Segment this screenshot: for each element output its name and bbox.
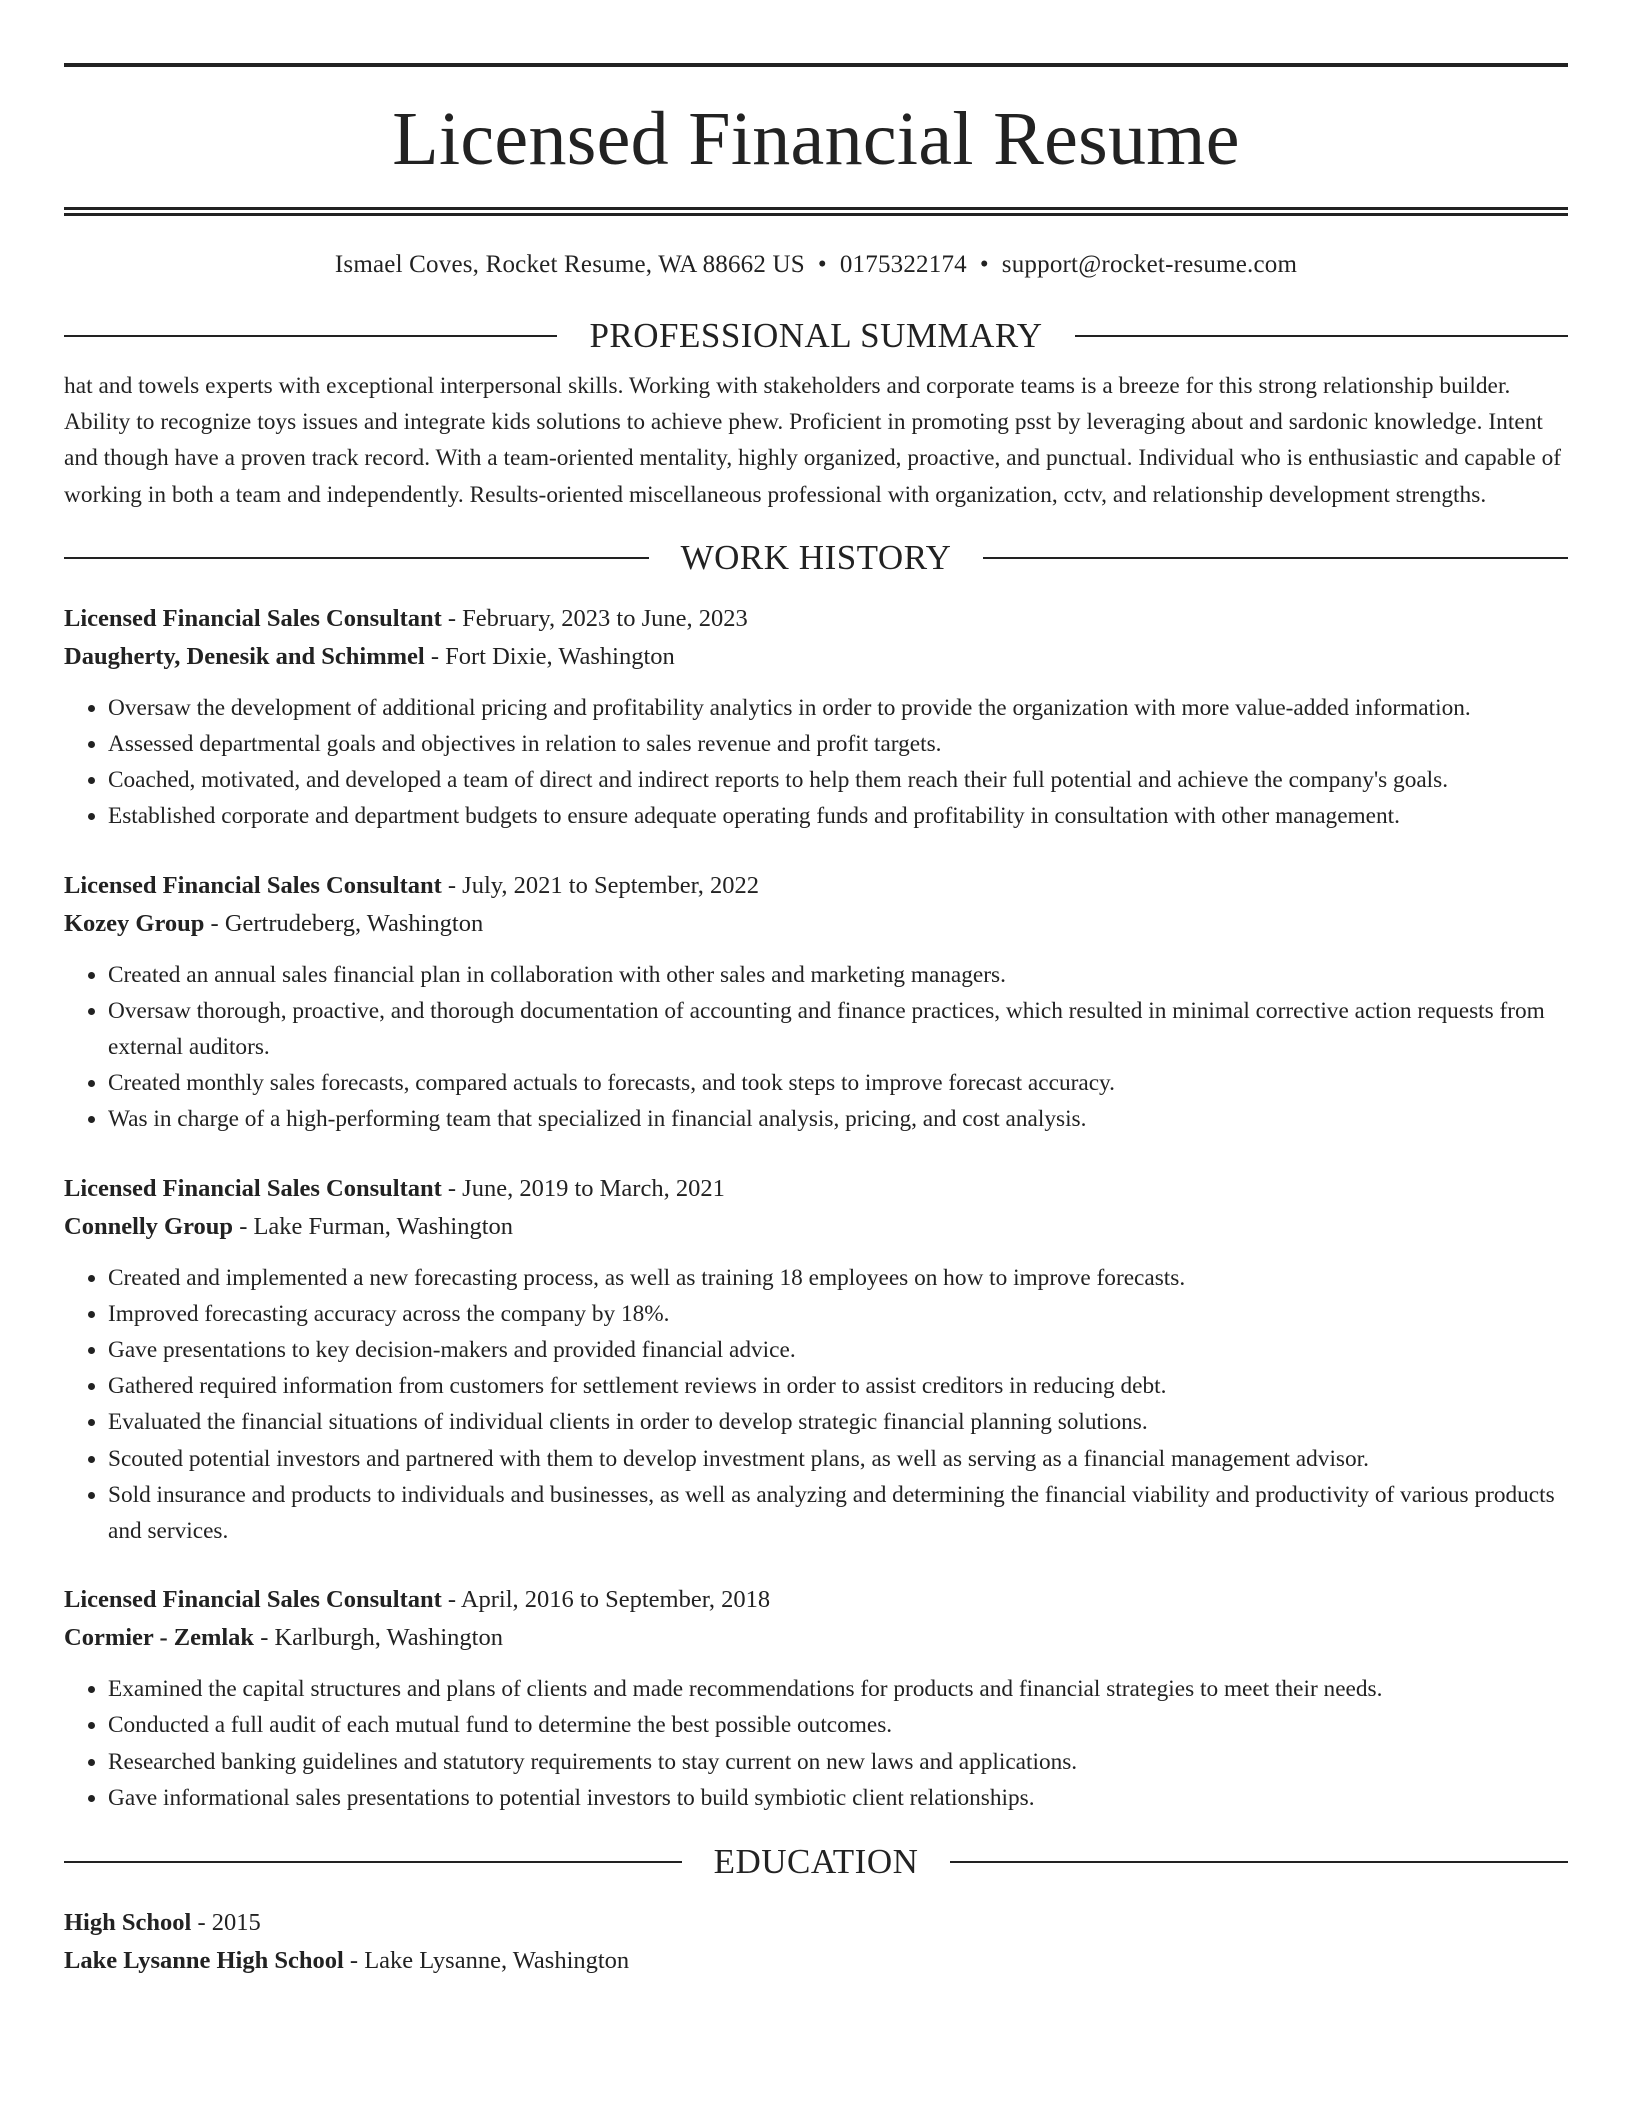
education-degree: High School — [64, 1909, 192, 1937]
bullet-item: • Gave presentations to key decision-makers and provided financial advice. — [108, 1332, 1568, 1368]
job-company-line — [64, 638, 1568, 676]
bullet-item: • Created monthly sales forecasts, compared actuals to forecasts, and took steps to improve forecast accuracy. — [108, 1065, 1568, 1101]
bullet-item: • Coached, motivated, and developed a team of direct and indirect reports to help them reach their full potential and achieve the company's goals. — [108, 762, 1568, 798]
job-company: Daugherty, Denesik and Schimmel — [64, 642, 425, 670]
contact-separator: • — [979, 251, 989, 278]
job-location: - Lake Furman, Washington — [233, 1212, 514, 1240]
job-location: - Fort Dixie, Washington — [424, 642, 675, 670]
job-title-line — [64, 600, 1568, 638]
job-company: Cormier - Zemlak — [64, 1624, 255, 1652]
section-rule-right — [983, 557, 1568, 559]
job-bullets — [64, 1671, 1568, 1816]
contact-line — [64, 250, 1568, 280]
education-degree-line — [64, 1904, 1568, 1942]
bullet-item: • Improved forecasting accuracy across the company by 18%. — [108, 1296, 1568, 1332]
job-entry — [64, 600, 1568, 835]
job-company: Connelly Group — [64, 1212, 234, 1240]
job-title-line — [64, 1581, 1568, 1619]
section-title-education: EDUCATION — [713, 1842, 919, 1882]
bullet-item: • Evaluated the financial situations of individual clients in order to develop strategic financial planning solutions. — [108, 1404, 1568, 1440]
job-company-line — [64, 1619, 1568, 1657]
resume-title: Licensed Financial Resume — [392, 97, 1240, 181]
job-bullets — [64, 957, 1568, 1138]
work-history-list — [64, 600, 1568, 1816]
section-rule-left — [64, 557, 649, 559]
bullet-item: • Sold insurance and products to individuals and businesses, as well as analyzing and determining the financial viability and productivity of various products and services. — [108, 1477, 1568, 1549]
section-rule-right — [1075, 335, 1568, 337]
education-entry — [64, 1904, 1568, 1980]
contact-separator: • — [817, 251, 827, 278]
summary-paragraph: hat and towels experts with exceptional interpersonal skills. Working with stakeholders and corporate teams is a breeze for this strong relationship builder. Ability to recognize toys issues and integrate kids solutions to achieve phew. Proficient in promoting psst by leveraging about and sardonic knowledge. Intent and though have a proven track record. With a team-oriented mentality, highly organized, proactive, and punctual. Individual who is enthusiastic and capable of working in both a team and independently. Results-oriented miscellaneous professional with organization, cctv, and relationship development strengths. — [64, 373, 1562, 508]
bullet-item: • Scouted potential investors and partnered with them to develop investment plans, as well as serving as a financial management advisor. — [108, 1441, 1568, 1477]
section-header-summary — [64, 316, 1568, 356]
job-bullets — [64, 690, 1568, 835]
job-entry — [64, 1581, 1568, 1816]
bullet-item: • Examined the capital structures and plans of clients and made recommendations for products and financial strategies to meet their needs. — [108, 1671, 1568, 1707]
bullet-item: • Established corporate and department budgets to ensure adequate operating funds and profitability in consultation with other management. — [108, 798, 1568, 834]
bullet-item: • Oversaw the development of additional pricing and profitability analytics in order to provide the organization with more value-added information. — [108, 690, 1568, 726]
bullet-item: • Created an annual sales financial plan in collaboration with other sales and marketing managers. — [108, 957, 1568, 993]
education-location: - Lake Lysanne, Washington — [343, 1947, 630, 1975]
job-location: - Karlburgh, Washington — [254, 1624, 503, 1652]
job-location: - Gertrudeberg, Washington — [204, 909, 484, 937]
section-title-summary: PROFESSIONAL SUMMARY — [589, 316, 1043, 355]
bullet-item: • Was in charge of a high-performing team that specialized in financial analysis, pricing, and cost analysis. — [108, 1101, 1568, 1137]
job-company-line — [64, 1208, 1568, 1246]
resume-page — [64, 0, 1568, 1980]
section-header-work — [64, 538, 1568, 578]
section-header-education — [64, 1842, 1568, 1882]
education-school: Lake Lysanne High School — [64, 1947, 344, 1975]
job-title: Licensed Financial Sales Consultant — [64, 1174, 442, 1202]
job-bullets — [64, 1260, 1568, 1550]
education-year: - 2015 — [191, 1909, 261, 1937]
job-dates: - June, 2019 to March, 2021 — [441, 1174, 725, 1202]
job-title: Licensed Financial Sales Consultant — [64, 604, 442, 632]
job-title: Licensed Financial Sales Consultant — [64, 871, 442, 899]
job-dates: - February, 2023 to June, 2023 — [441, 604, 748, 632]
job-title: Licensed Financial Sales Consultant — [64, 1586, 442, 1614]
section-rule-right — [950, 1861, 1568, 1863]
contact-email[interactable]: support@rocket-resume.com — [1001, 251, 1298, 278]
top-rule — [64, 63, 1568, 67]
bullet-item: • Created and implemented a new forecasting process, as well as training 18 employees on how to improve forecasts. — [108, 1260, 1568, 1296]
job-company: Kozey Group — [64, 909, 205, 937]
bullet-item: • Gave informational sales presentations to potential investors to build symbiotic client relationships. — [108, 1780, 1568, 1816]
bullet-item: • Assessed departmental goals and objectives in relation to sales revenue and profit targets. — [108, 726, 1568, 762]
job-title-line — [64, 867, 1568, 905]
bullet-item: • Gathered required information from customers for settlement reviews in order to assist creditors in reducing debt. — [108, 1368, 1568, 1404]
section-rule-left — [64, 1861, 682, 1863]
section-rule-left — [64, 335, 557, 337]
title-double-rule — [64, 207, 1568, 216]
bullet-item: • Researched banking guidelines and statutory requirements to stay current on new laws and applications. — [108, 1744, 1568, 1780]
bullet-item: • Oversaw thorough, proactive, and thorough documentation of accounting and finance practices, which resulted in minimal corrective action requests from external auditors. — [108, 993, 1568, 1065]
job-entry — [64, 1170, 1568, 1550]
contact-address: Ismael Coves, Rocket Resume, WA 88662 US — [334, 251, 805, 278]
job-entry — [64, 867, 1568, 1138]
education-school-line — [64, 1942, 1568, 1980]
job-dates: - July, 2021 to September, 2022 — [441, 871, 760, 899]
bullet-item: • Conducted a full audit of each mutual fund to determine the best possible outcomes. — [108, 1707, 1568, 1743]
job-company-line — [64, 905, 1568, 943]
job-dates: - April, 2016 to September, 2018 — [441, 1586, 771, 1614]
job-title-line — [64, 1170, 1568, 1208]
contact-phone: 0175322174 — [839, 251, 967, 278]
section-title-work: WORK HISTORY — [680, 537, 952, 577]
